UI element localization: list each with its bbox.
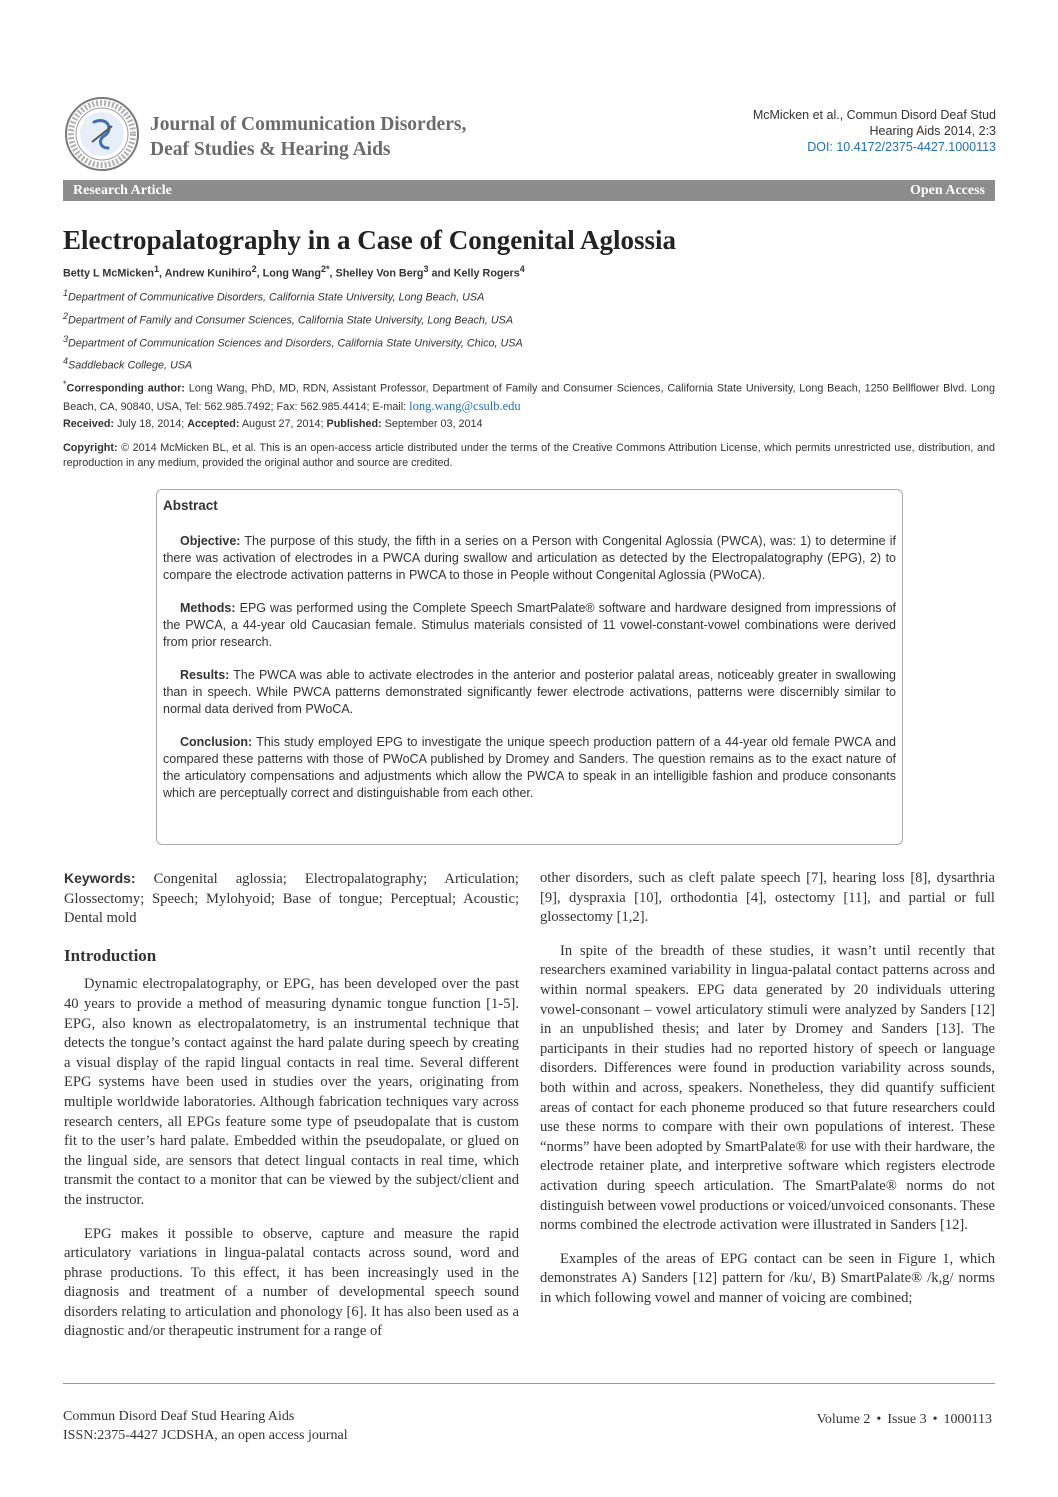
- article-type: Research Article: [73, 183, 172, 198]
- citation-block: [636, 107, 996, 155]
- affiliation: [63, 356, 995, 372]
- affiliation: [63, 334, 995, 350]
- citation-line2: Hearing Aids 2014, 2:3: [869, 124, 996, 138]
- right-column: [540, 869, 995, 1308]
- results-label: Results:: [180, 668, 230, 682]
- article-type-banner: [63, 180, 995, 201]
- author-sup: 2: [251, 264, 257, 274]
- journal-name: [150, 112, 530, 162]
- keywords: [64, 869, 519, 929]
- abstract-conclusion: [163, 734, 896, 802]
- copyright-notice: [63, 441, 995, 471]
- body-paragraph: other disorders, such as cleft palate speech [7], hearing loss [8], dysarthria [9], dyspraxia [10], orthodontia [4], ostectomy [11], and partial or full glossectomy [1,2].: [540, 870, 995, 926]
- received-date: July 18, 2014;: [117, 418, 185, 430]
- author-name: Shelley Von Berg: [335, 267, 424, 280]
- journal-name-line2: Deaf Studies & Hearing Aids: [150, 139, 391, 160]
- affiliation: [63, 288, 995, 304]
- article-title: Electropalatography in a Case of Congenital Aglossia: [63, 225, 677, 255]
- author-name: Kelly Rogers: [453, 267, 520, 280]
- open-access-label: Open Access: [909, 183, 985, 198]
- copyright-label: Copyright:: [63, 442, 118, 454]
- copyright-text: © 2014 McMicken BL, et al. This is an open-access article distributed under the terms of the Creative Commons Attribution License, which permits unrestricted use, distribution, and reproduction in any medium, provided the original author and source are credited.: [63, 442, 995, 469]
- abstract-results: [163, 667, 896, 718]
- footer-issn: ISSN:2375-4427 JCDSHA, an open access journal: [63, 1428, 348, 1443]
- author-name: Andrew Kunihiro: [164, 267, 252, 280]
- affiliation-text: Saddleback College, USA: [68, 359, 193, 372]
- citation-line1: McMicken et al., Commun Disord Deaf Stud: [752, 108, 996, 122]
- author-sup: 2*: [321, 264, 330, 274]
- corresponding-author: *Corresponding author: Long Wang, PhD, MD, RDN, Assistant Professor, Department of Family and Consumer Sciences, California State University, Long Beach, 1250 Bellflower Blvd. Long Beach, CA, 90840, USA, Tel: 562.985.7492; Fax: 562.985.4414; E-mail: long.wang@csulb.edu: [63, 379, 995, 413]
- footer-issue: Issue 3: [887, 1412, 927, 1427]
- footer-journal: Commun Disord Deaf Stud Hearing Aids: [63, 1409, 295, 1424]
- corresponding-label: Corresponding author:: [66, 382, 185, 395]
- author-sup: 4: [519, 264, 525, 274]
- author-sup: 3: [423, 264, 429, 274]
- publication-dates: [63, 418, 995, 430]
- methods-label: Methods:: [180, 601, 236, 615]
- objective-label: Objective:: [180, 534, 241, 548]
- body-paragraph: In spite of the breadth of these studies, it wasn’t until recently that researchers examined variability in lingua-palatal contact patterns across and within normal speakers. EPG data generated by 20 individuals uttering vowel-consonant – vowel articulatory stimuli were analyzed by Sanders [12] in an unpublished thesis; and later by Dromey and Sanders [13]. The participants in their studies had no reported history of speech or language disorders. Differences were found in production variability across sounds, both within and across, speakers. Nonetheless, they did quantify sufficient areas of contact for each phoneme produced so that future researchers could use these norms to compare with their own populations of interest. These “norms” have been adopted by SmartPalate® for use with their hardware, the electrode retainer plate, and interpretive software which registers electrode activation during speech articulation. The SmartPalate® norms do not distinguish between vowel productions or voiced/unvoiced consonants. These norms combined the electrode activation were illustrated in Sanders [12].: [540, 942, 995, 1234]
- author-name: Long Wang: [262, 267, 321, 280]
- abstract-box: [156, 489, 903, 845]
- results-text: The PWCA was able to activate electrodes in the anterior and posterior palatal areas, noticeably greater in swallowing than in speech. While PWCA patterns demonstrated significantly fewer electrode activations, patterns were discernibly similar to normal data derived from PWoCA.: [163, 668, 896, 716]
- conclusion-label: Conclusion:: [180, 735, 253, 749]
- journal-name-line1: Journal of Communication Disorders,: [150, 114, 467, 135]
- doi-link[interactable]: DOI: 10.4172/2375-4427.1000113: [807, 140, 996, 154]
- body-paragraph: EPG makes it possible to observe, capture and measure the rapid articulatory variations in lingua-palatal contacts across sound, word and phrase productions. To this effect, it has been increasingly used in the diagnosis and treatment of a number of developmental speech sound disorders relating to articulation and phonology [6]. It has also been used as a diagnostic and/or therapeutic instrument for a range of: [64, 1225, 519, 1340]
- abstract-objective: [163, 533, 896, 584]
- accepted-label: Accepted:: [187, 418, 240, 430]
- published-label: Published:: [326, 418, 382, 430]
- affiliation-sup: 2: [63, 311, 69, 321]
- author-list: Betty L McMicken$^1$, Andrew Kunihiro$^2$, Long Wang$^{2*}$, Shelley Von Berg$^3$ and Kelly Rogers$^4$: [63, 264, 525, 280]
- affiliation: [63, 311, 995, 327]
- conclusion-text: This study employed EPG to investigate the unique speech production pattern of a 44-year old female PWCA and compared these patterns with those of PWoCA published by Dromey and Sanders. The question remains as to the exact nature of the articulatory compensations and adjustments which allow the PWCA to speak in an intelligible fashion and produce consonants which are perceptually correct and distinguishable from each other.: [163, 735, 897, 800]
- keywords-text: Congenital aglossia; Electropalatography; Articulation; Glossectomy; Speech; Mylohyoid; Base of tongue; Perceptual; Acoustic; Dental mold: [64, 871, 519, 927]
- affiliation-sup: 4: [63, 356, 69, 366]
- footer-volume: Volume 2: [816, 1412, 871, 1427]
- received-label: Received:: [63, 418, 115, 430]
- corresponding-text: Long Wang, PhD, MD, RDN, Assistant Professor, Department of Family and Consumer Sciences, California State University, Long Beach, 1250 Bellflower Blvd. Long Beach, CA, 90840, USA, Tel: 562.985.7492; Fax: 562.985.4414; E-mail:: [63, 382, 995, 413]
- objective-text: The purpose of this study, the fifth in a series on a Person with Congenital Aglossia (PWCA), was: 1) to determine if there was activation of electrodes in a PWCA during swallow and articulation as detected by the Electropalatography (EPG), 2) to compare the electrode activation patterns in PWCA to those in People without Congenital Aglossia (PWoCA).: [163, 534, 896, 582]
- left-column: [64, 869, 519, 1342]
- affiliation-sup: 3: [63, 334, 69, 344]
- published-date: September 03, 2014: [384, 418, 483, 430]
- abstract-heading: Abstract: [163, 498, 218, 513]
- keywords-label: Keywords:: [64, 870, 136, 886]
- journal-logo: [64, 96, 140, 172]
- accepted-date: August 27, 2014;: [241, 418, 324, 430]
- footer-separator: •: [876, 1412, 882, 1427]
- email-link[interactable]: long.wang@csulb.edu: [409, 398, 521, 413]
- footer-separator: •: [932, 1412, 938, 1427]
- footer-volume-info: [814, 1412, 995, 1428]
- affiliation-text: Department of Communicative Disorders, California State University, Long Beach, USA: [68, 291, 485, 304]
- body-paragraph: Examples of the areas of EPG contact can be seen in Figure 1, which demonstrates A) Sanders [12] pattern for /ku/, B) SmartPalate® /k,g/ norms in which following vowel and manner of voicing are combined;: [540, 1250, 995, 1306]
- footer-divider: [63, 1383, 995, 1384]
- introduction-heading: Introduction: [64, 945, 157, 965]
- body-paragraph: Dynamic electropalatography, or EPG, has been developed over the past 40 years to provide a method of measuring dynamic tongue function [1-5]. EPG, also known as electropalatometry, is an instrumental technique that detects the tongue’s contact against the hard palate during speech by creating a visual display of the rapid lingual contacts in real time. Several different EPG systems have been used in studies over the years, originating from multiple worldwide laboratories. Although fabrication techniques vary across research centers, all EPGs feature some type of pseudopalate that is custom fit to the user’s hard palate. Embedded within the pseudopalate, or glued on the lingual side, are sensors that detect lingual contacts in real time, which transmit the contact to a monitor that can be viewed by the subject/client and the instructor.: [64, 976, 519, 1208]
- affiliation-sup: 1: [63, 288, 69, 298]
- abstract-methods: [163, 600, 896, 651]
- footer-journal-info: [63, 1407, 348, 1445]
- author-name: Betty L McMicken: [63, 267, 154, 280]
- affiliation-text: Department of Communication Sciences and Disorders, California State University, Chico, USA: [68, 337, 523, 350]
- methods-text: EPG was performed using the Complete Speech SmartPalate® software and hardware designed from impressions of the PWCA, a 44-year old Caucasian female. Stimulus materials consisted of 11 vowel-constant-vowel combinations were derived from prior research.: [163, 601, 896, 649]
- author-sup: 1: [154, 264, 160, 274]
- footer-article-number: 1000113: [943, 1412, 992, 1427]
- affiliation-text: Department of Family and Consumer Sciences, California State University, Long Beach, USA: [68, 314, 514, 327]
